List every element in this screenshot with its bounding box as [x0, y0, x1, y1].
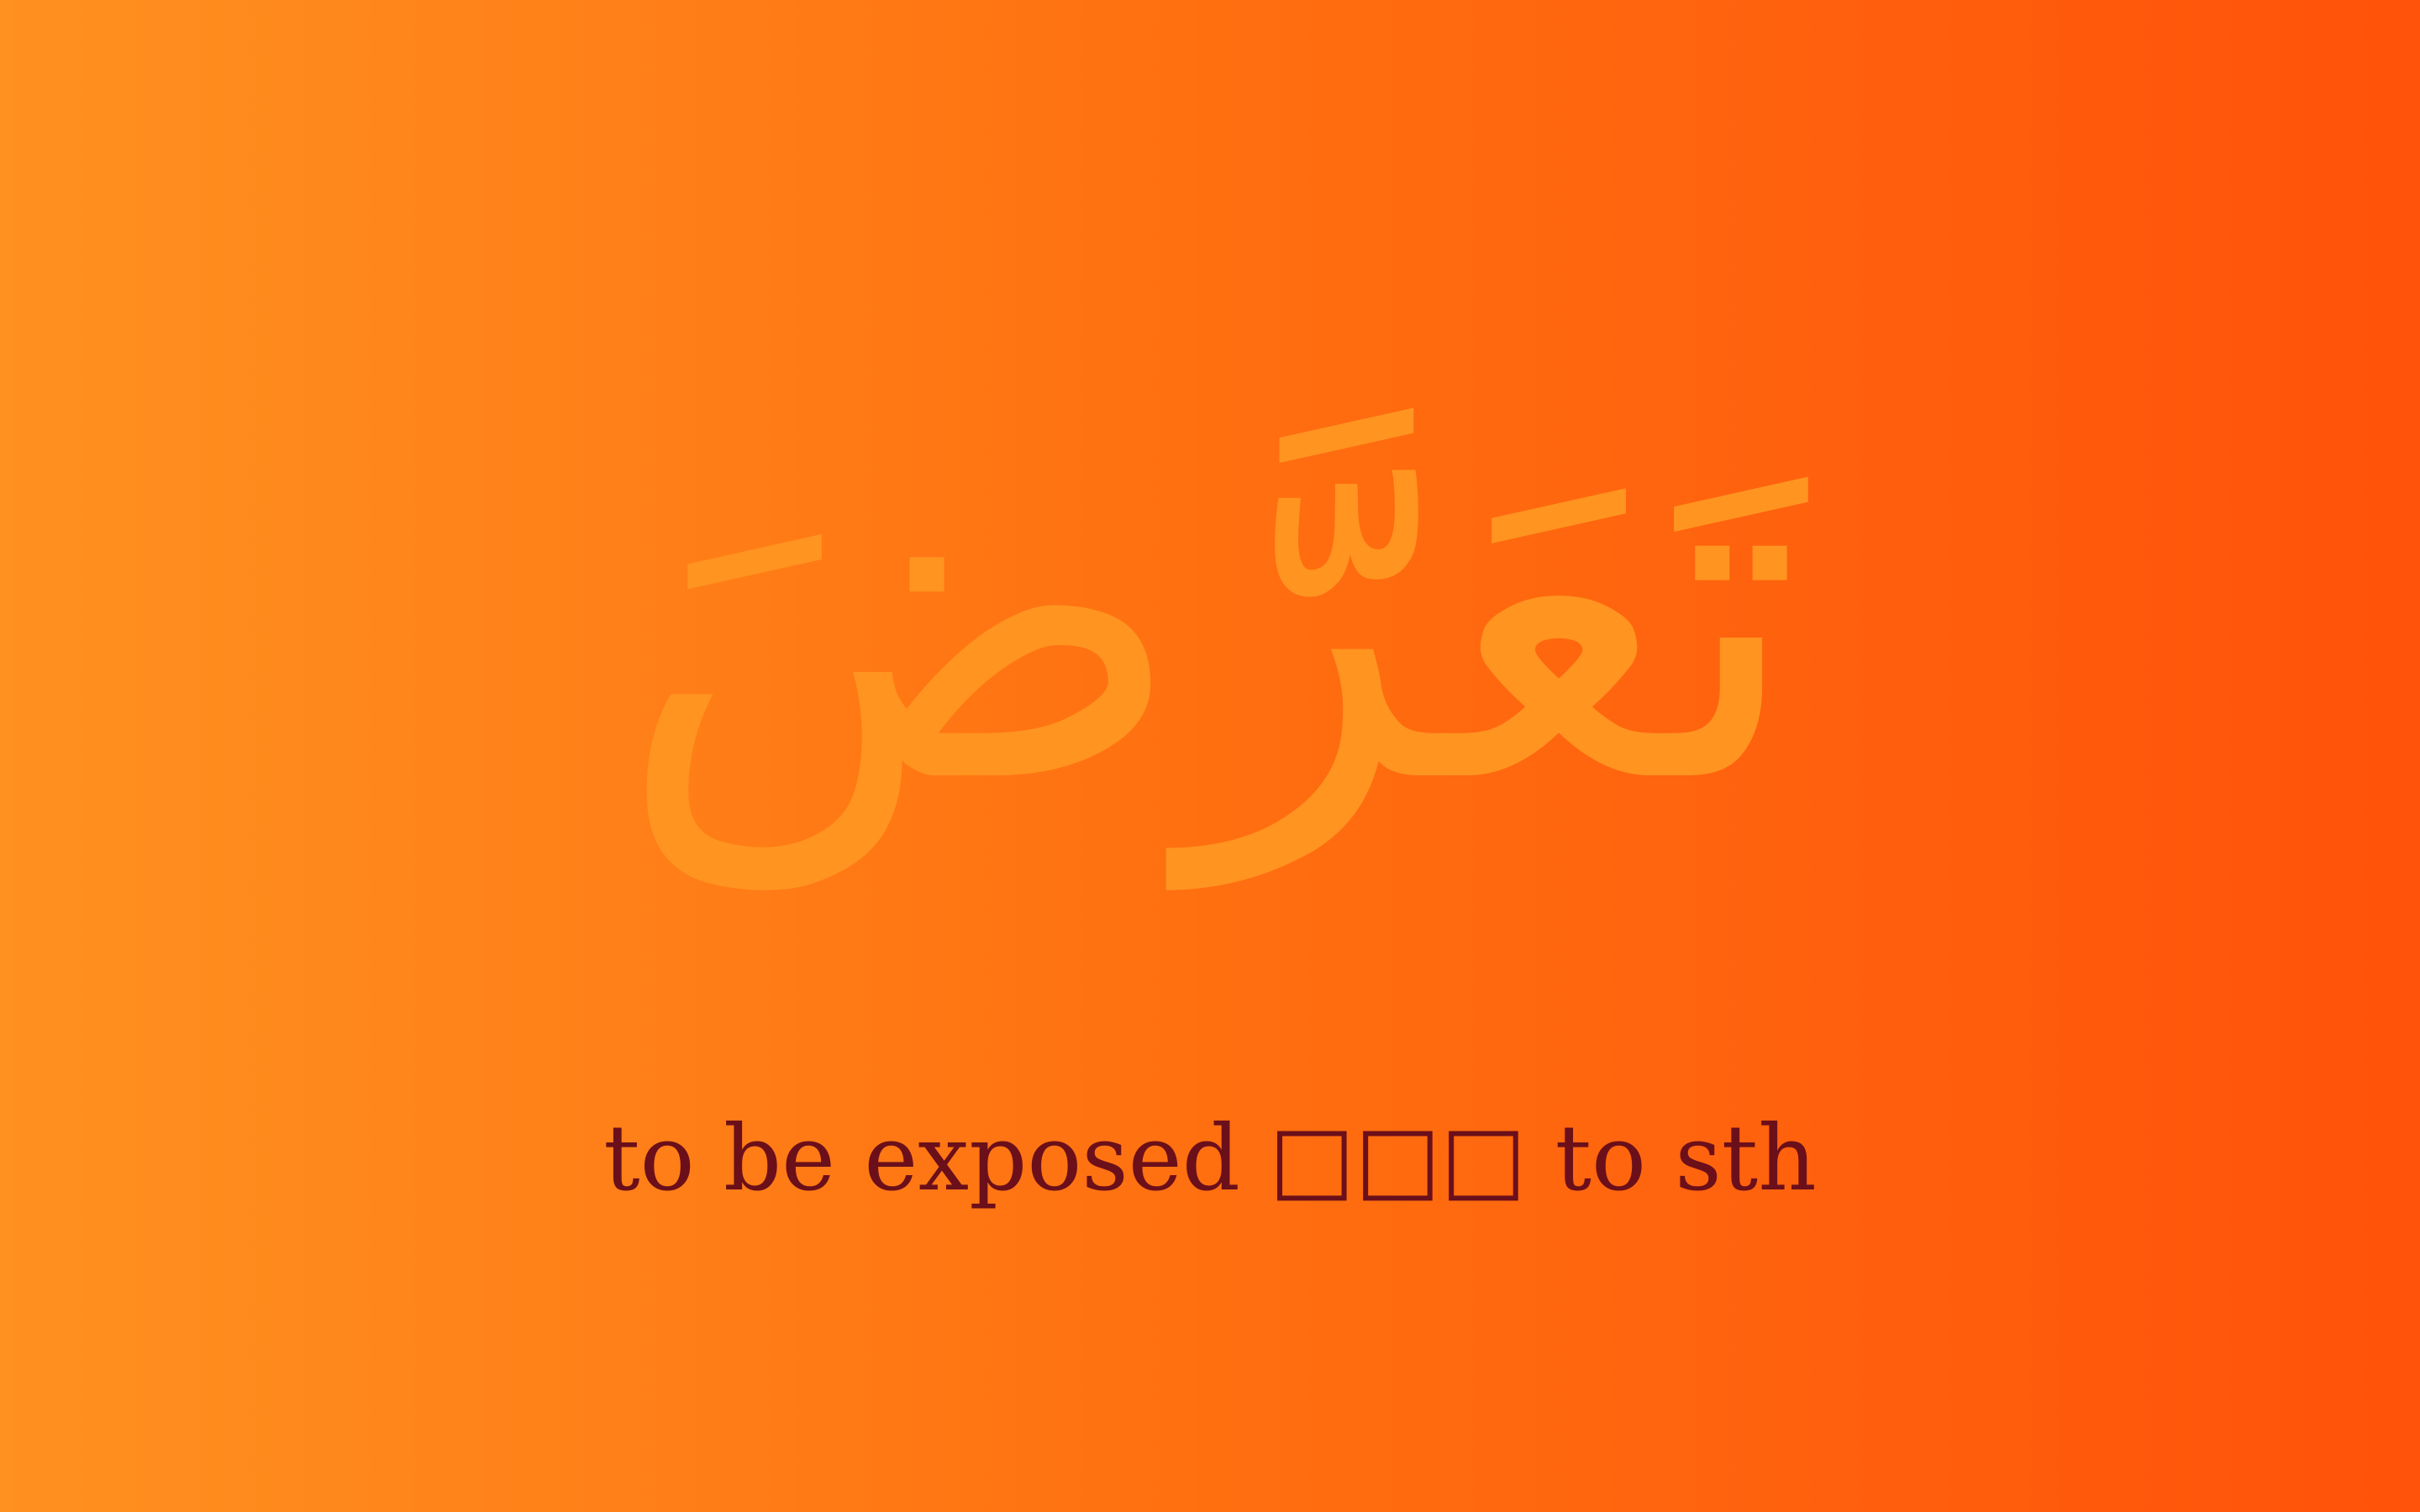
english-translation: to be exposed □□□ to sth: [603, 1106, 1817, 1211]
arabic-word: تَعَرَّضَ: [616, 339, 1804, 887]
